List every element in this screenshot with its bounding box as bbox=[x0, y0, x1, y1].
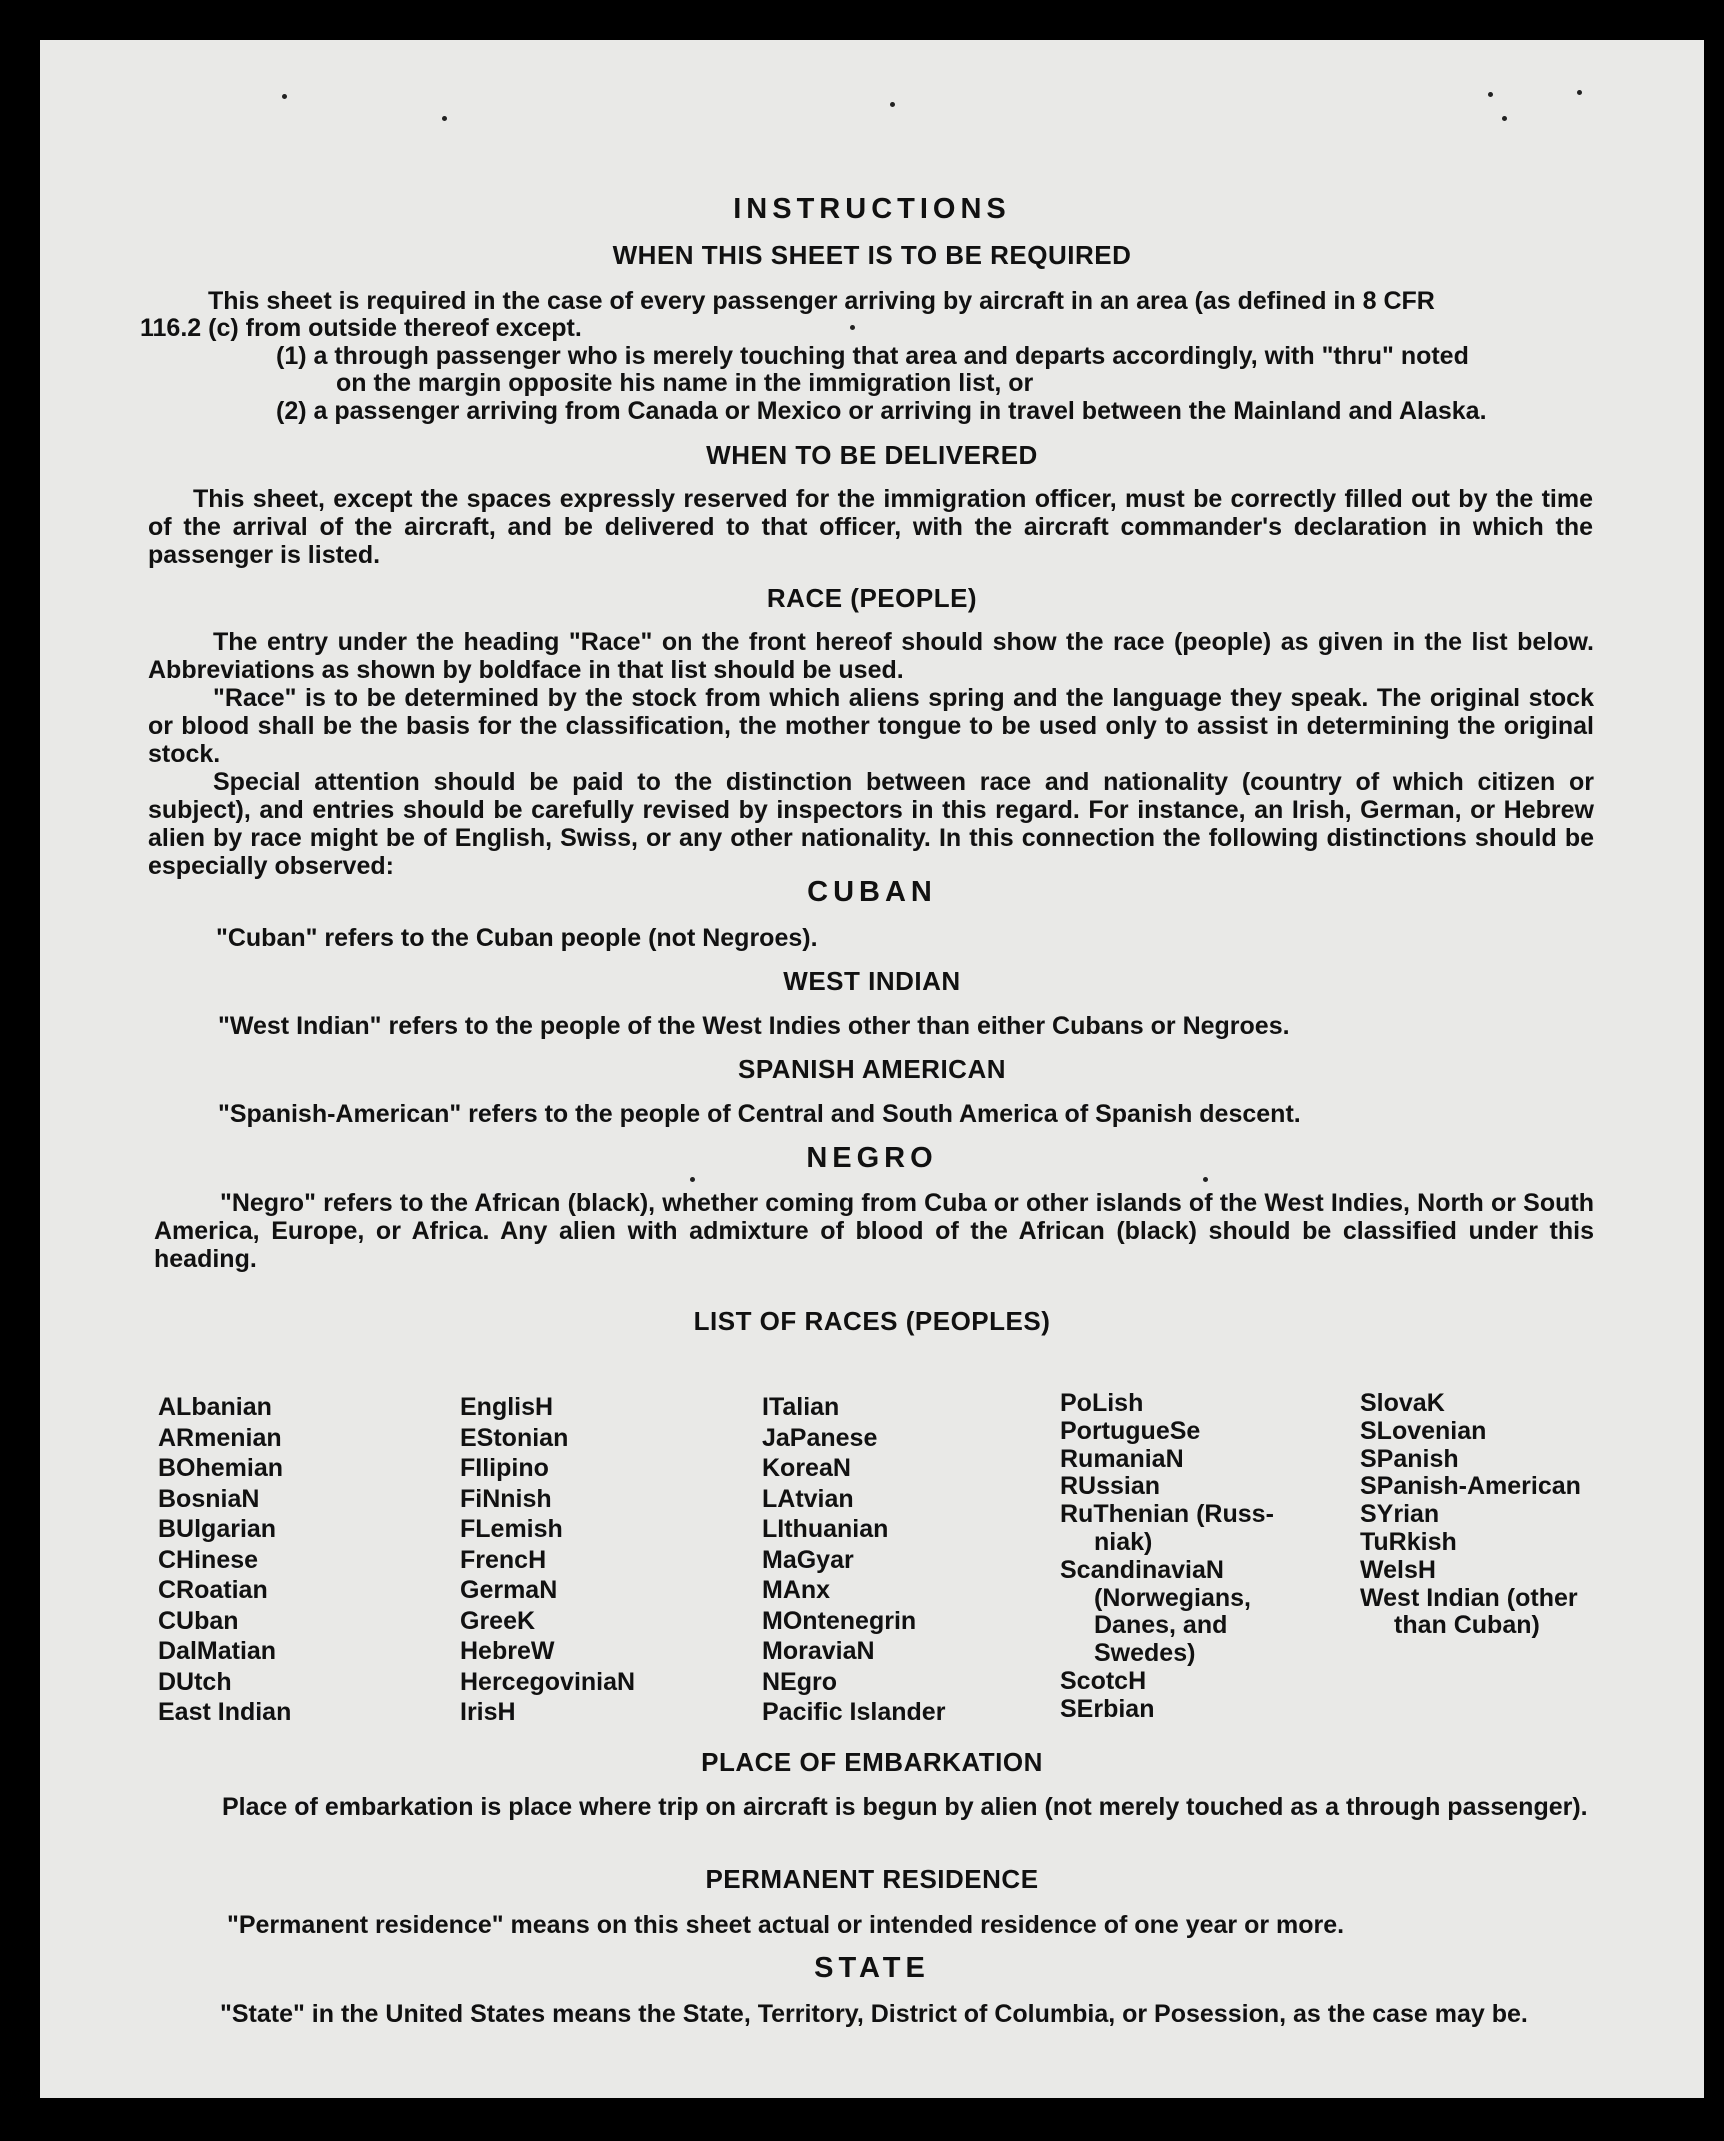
race-entry: niak) bbox=[1094, 1527, 1153, 1556]
race-entry: FIlipino bbox=[460, 1454, 549, 1482]
paragraph-text: The entry under the heading "Race" on the front hereof should show the race (people) as given in the list below. Abbreviations as shown by bbox=[148, 628, 1594, 684]
race-entry: MoraviaN bbox=[762, 1637, 875, 1665]
paragraph: Special attention should be paid to the distinction between race and nationality (country of which citizen or subject), and entries should be carefully revised by inspectors in this regard. For instance, an Irish, German, or Hebrew alien by race might be of English, Swiss, or any other nationality. In this connection the following distinctions should be especially observed: bbox=[148, 768, 1594, 880]
race-entry: SErbian bbox=[1060, 1694, 1155, 1723]
race-entry: MOntenegrin bbox=[762, 1606, 917, 1635]
heading-when-delivered: WHEN TO BE DELIVERED bbox=[706, 440, 1038, 470]
race-entry: EStonian bbox=[460, 1423, 569, 1452]
race-entry: SlovaK bbox=[1360, 1389, 1445, 1417]
race-entry: CRoatian bbox=[158, 1576, 268, 1604]
race-entry: SLovenian bbox=[1360, 1416, 1487, 1445]
race-column-5 bbox=[1360, 1390, 1581, 1640]
race-entry: HercegoviniaN bbox=[460, 1667, 636, 1696]
list-item: (2) a passenger arriving from Canada or Mexico or arriving in travel between the Mainland and Alaska. bbox=[276, 397, 1487, 425]
speck bbox=[1502, 116, 1507, 121]
speck bbox=[890, 102, 895, 107]
paragraph-line: "Permanent residence" means on this sheet actual or intended residence of one year or more. bbox=[227, 1911, 1345, 1939]
race-entry: RuThenian (Russ- bbox=[1060, 1500, 1274, 1529]
paragraph: "Race" is to be determined by the stock from which aliens spring and the language they speak. The original stock or blood shall be the basis for the classification, the mother tongue to be used only to assist in determining the original stock. bbox=[148, 684, 1594, 768]
paragraph: "Negro" refers to the African (black), whether coming from Cuba or other islands of the West Indies, North or South America, Europe, or Africa. Any alien with admixture of blood of the African (black) should be classified under this heading. bbox=[154, 1189, 1594, 1273]
paragraph bbox=[148, 628, 1594, 684]
race-column-4 bbox=[1060, 1390, 1274, 1724]
instruction-sheet bbox=[40, 40, 1704, 2098]
race-entry: ScandinaviaN bbox=[1060, 1555, 1224, 1584]
speck bbox=[1488, 92, 1493, 97]
race-entry: GreeK bbox=[460, 1606, 536, 1635]
paragraph-text: in that list should be used. bbox=[588, 656, 904, 684]
paragraph: Place of embarkation is place where trip on aircraft is begun by alien (not merely touched as a through passenger). bbox=[222, 1793, 1588, 1821]
race-entry: PoLish bbox=[1060, 1389, 1144, 1417]
race-entry: EnglisH bbox=[460, 1393, 554, 1421]
speck bbox=[1203, 1177, 1208, 1182]
race-entry: KoreaN bbox=[762, 1454, 851, 1482]
race-entry: ARmenian bbox=[158, 1423, 282, 1452]
heading-negro: NEGRO bbox=[806, 1142, 938, 1174]
race-column-2 bbox=[460, 1392, 635, 1728]
paragraph-line: "West Indian" refers to the people of the West Indies other than either Cubans or Negroes. bbox=[218, 1012, 1290, 1040]
race-entry: CUban bbox=[158, 1606, 239, 1635]
race-entry: HebreW bbox=[460, 1637, 555, 1665]
race-entry: MaGyar bbox=[762, 1545, 854, 1574]
race-entry: DalMatian bbox=[158, 1637, 277, 1665]
race-column-3 bbox=[762, 1392, 945, 1728]
heading-when-required: WHEN THIS SHEET IS TO BE REQUIRED bbox=[612, 240, 1132, 270]
speck bbox=[282, 94, 287, 99]
race-entry: NEgro bbox=[762, 1667, 837, 1696]
race-entry: BUlgarian bbox=[158, 1515, 277, 1543]
race-entry: SYrian bbox=[1360, 1500, 1440, 1529]
paragraph-text: 116.2 (c) from outside thereof bbox=[140, 314, 489, 342]
race-entry: SPanish-American bbox=[1360, 1472, 1581, 1501]
paragraph-line: This sheet is required in the case of every passenger arriving by aircraft in an area (as defined in 8 CFR bbox=[208, 287, 1435, 315]
race-entry: FLemish bbox=[460, 1515, 563, 1543]
race-entry: LAtvian bbox=[762, 1484, 854, 1513]
race-entry: RUssian bbox=[1060, 1472, 1161, 1501]
speck bbox=[1577, 90, 1582, 95]
race-entry: WelsH bbox=[1360, 1555, 1436, 1584]
race-entry: IrisH bbox=[460, 1698, 516, 1726]
race-entry: East Indian bbox=[158, 1698, 292, 1726]
heading-state: STATE bbox=[814, 1952, 930, 1984]
heading-list-of-races: LIST OF RACES (PEOPLES) bbox=[693, 1306, 1051, 1336]
heading-west-indian: WEST INDIAN bbox=[783, 966, 961, 996]
race-entry: JaPanese bbox=[762, 1423, 878, 1452]
race-entry: RumaniaN bbox=[1060, 1444, 1184, 1473]
race-entry: BosniaN bbox=[158, 1484, 260, 1513]
race-column-1 bbox=[158, 1392, 291, 1728]
race-entry: LIthuanian bbox=[762, 1515, 889, 1543]
speck bbox=[850, 325, 855, 330]
race-entry: Danes, and bbox=[1094, 1611, 1228, 1640]
race-entry: FiNnish bbox=[460, 1484, 552, 1513]
paragraph-line bbox=[140, 314, 582, 342]
paragraph-line: "Spanish-American" refers to the people of Central and South America of Spanish descent. bbox=[218, 1100, 1301, 1128]
speck bbox=[442, 116, 447, 121]
heading-race: RACE (PEOPLE) bbox=[766, 583, 978, 613]
paragraph: "State" in the United States means the State, Territory, District of Columbia, or Posession, as the case may be. bbox=[220, 2000, 1528, 2028]
race-entry: ITalian bbox=[762, 1393, 840, 1421]
race-entry: CHinese bbox=[158, 1545, 259, 1574]
list-item: on the margin opposite his name in the immigration list, or bbox=[336, 369, 1034, 397]
list-item: (1) a through passenger who is merely touching that area and departs accordingly, with "thru" noted bbox=[276, 342, 1469, 370]
except-label: except. bbox=[495, 314, 582, 342]
race-entry: MAnx bbox=[762, 1576, 831, 1604]
page-title: INSTRUCTIONS bbox=[733, 193, 1011, 225]
heading-cuban: CUBAN bbox=[807, 876, 937, 908]
race-entry: BOhemian bbox=[158, 1454, 284, 1482]
paragraph: This sheet, except the spaces expressly reserved for the immigration officer, must be correctly filled out by the time of the arrival of the aircraft, and be delivered to that officer, with the aircraft commander's declaration in which the passenger is listed. bbox=[148, 485, 1593, 569]
race-entry: TuRkish bbox=[1360, 1527, 1457, 1556]
heading-spanish-american: SPANISH AMERICAN bbox=[737, 1054, 1006, 1084]
heading-embarkation: PLACE OF EMBARKATION bbox=[701, 1747, 1043, 1777]
race-entry: than Cuban) bbox=[1394, 1611, 1540, 1640]
race-entry: (Norwegians, bbox=[1094, 1583, 1251, 1612]
heading-residence: PERMANENT RESIDENCE bbox=[705, 1864, 1039, 1894]
race-entry: SPanish bbox=[1360, 1444, 1459, 1473]
boldface-word: boldface bbox=[478, 656, 582, 684]
race-entry: Pacific Islander bbox=[762, 1698, 946, 1726]
race-entry: ScotcH bbox=[1060, 1666, 1147, 1695]
race-entry: GermaN bbox=[460, 1576, 558, 1604]
speck bbox=[690, 1177, 695, 1182]
race-entry: West Indian (other bbox=[1360, 1583, 1578, 1612]
race-entry: ALbanian bbox=[158, 1393, 272, 1421]
race-entry: Swedes) bbox=[1094, 1639, 1196, 1668]
race-entry: FrencH bbox=[460, 1545, 547, 1574]
race-entry: DUtch bbox=[158, 1667, 232, 1696]
race-entry: PortugueSe bbox=[1060, 1416, 1201, 1445]
paragraph-line: "Cuban" refers to the Cuban people (not Negroes). bbox=[216, 924, 818, 952]
